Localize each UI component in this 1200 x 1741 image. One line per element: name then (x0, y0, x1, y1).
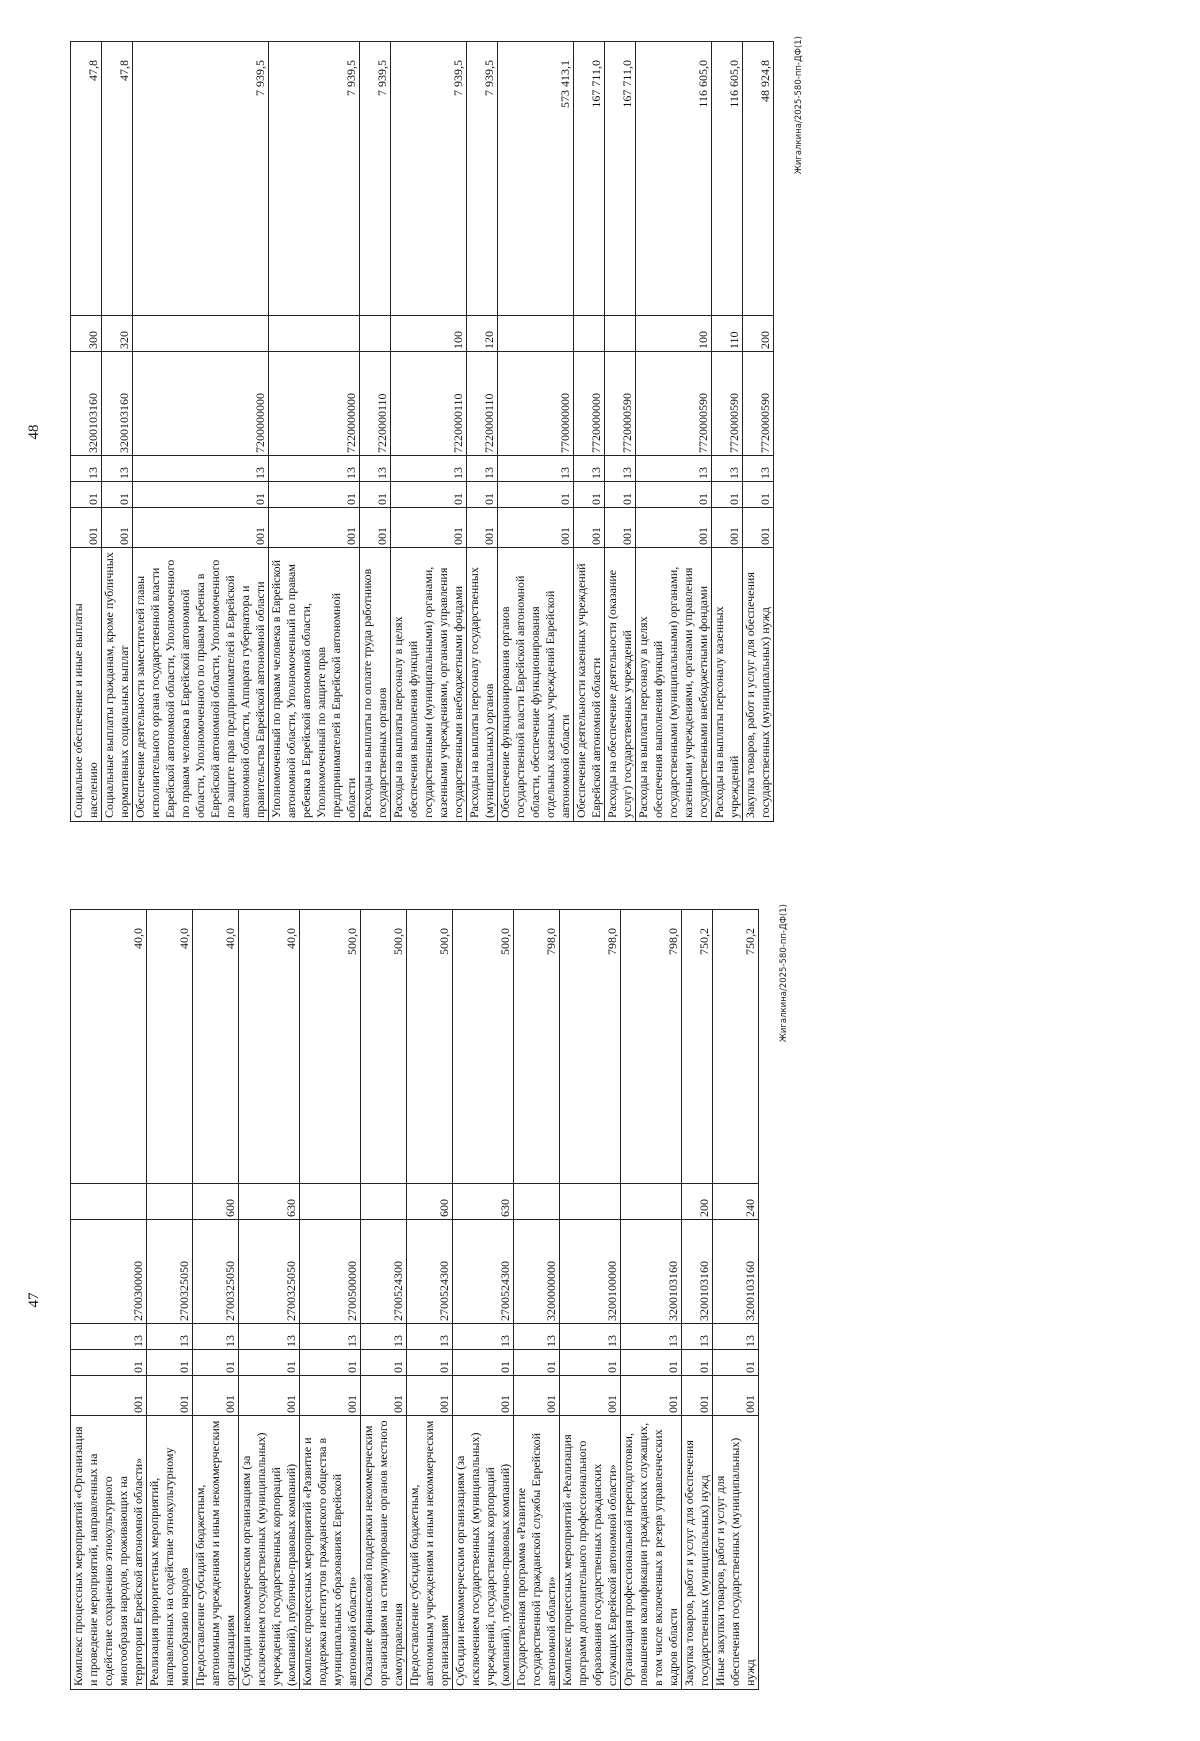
sum-cell: 798,0 (621, 910, 682, 1184)
expense-type-cell (605, 316, 636, 352)
grbs-code-cell: 001 (621, 1376, 682, 1416)
section-code-cell: 01 (239, 1350, 300, 1376)
sum-cell: 40,0 (71, 910, 147, 1184)
grbs-code-cell: 001 (453, 1376, 514, 1416)
subsection-code-cell: 13 (133, 456, 269, 482)
subsection-code-cell: 13 (467, 456, 498, 482)
expense-type-cell: 600 (407, 1184, 453, 1220)
table-row (133, 42, 269, 822)
table-row (514, 910, 560, 1690)
row-name-cell: Государственная программа «Развитие государственной гражданской службы Еврейской автономной области» (514, 1416, 560, 1690)
grbs-code-cell: 001 (147, 1376, 193, 1416)
expense-type-cell (360, 316, 391, 352)
grbs-code-cell: 001 (391, 508, 467, 548)
table-row (239, 910, 300, 1690)
expense-type-cell (514, 1184, 560, 1220)
subsection-code-cell: 13 (360, 456, 391, 482)
section-code-cell: 01 (621, 1350, 682, 1376)
row-name-cell: Субсидии некоммерческим организациям (за исключением государственных (муниципальных) учреждений, государственных корпораций (компаний), публично-правовых компаний) (453, 1416, 514, 1690)
table-row (467, 42, 498, 822)
grbs-code-cell: 001 (636, 508, 712, 548)
row-name-cell: Закупка товаров, работ и услуг для обеспечения государственных (муниципальных) нужд (682, 1416, 713, 1690)
table-row (193, 910, 239, 1690)
row-name-cell: Предоставление субсидий бюджетным, автономным учреждениям и иным некоммерческим организациям (407, 1416, 453, 1690)
sum-cell: 750,2 (682, 910, 713, 1184)
target-article-cell: 2700325050 (193, 1220, 239, 1324)
sum-cell: 116 605,0 (712, 42, 743, 316)
row-name-cell: Обеспечение функционирования органов государственной власти Еврейской автономной области, обеспечение функционирования отдельных казенных учреждений Еврейской автономной области (498, 548, 574, 822)
target-article-cell: 7700000000 (498, 352, 574, 456)
grbs-code-cell: 001 (102, 508, 133, 548)
subsection-code-cell: 13 (193, 1324, 239, 1350)
section-code-cell: 01 (467, 482, 498, 508)
sum-cell: 7 939,5 (133, 42, 269, 316)
target-article-cell: 2700524300 (407, 1220, 453, 1324)
expense-type-cell (133, 316, 269, 352)
expense-type-cell (574, 316, 605, 352)
table-body (71, 910, 759, 1690)
expense-type-cell: 600 (193, 1184, 239, 1220)
sum-cell: 48 924,8 (743, 42, 774, 316)
sum-cell: 500,0 (407, 910, 453, 1184)
grbs-code-cell: 001 (193, 1376, 239, 1416)
expense-type-cell (361, 1184, 407, 1220)
expense-type-cell: 100 (391, 316, 467, 352)
sum-cell: 500,0 (453, 910, 514, 1184)
row-name-cell: Уполномоченный по правам человека в Еврейской автономной области, Уполномоченный по правам ребенка в Еврейской автономной области, Уполномоченный по защите прав предпринимателей в Еврейской автономной области (269, 548, 360, 822)
sum-cell: 7 939,5 (467, 42, 498, 316)
sum-cell: 40,0 (239, 910, 300, 1184)
table-row (147, 910, 193, 1690)
section-code-cell: 01 (193, 1350, 239, 1376)
grbs-code-cell: 001 (300, 1376, 361, 1416)
expense-type-cell (300, 1184, 361, 1220)
page-48 (26, 36, 804, 822)
target-article-cell: 3200000000 (514, 1220, 560, 1324)
expense-type-cell: 100 (636, 316, 712, 352)
row-name-cell: Расходы на выплаты по оплате труда работников государственных органов (360, 548, 391, 822)
row-name-cell: Обеспечение деятельности заместителей главы исполнительного органа государственной власти Еврейской автономной области, Уполномоченного по правам человека в Еврейской автономной области, Уполномоченного по правам ребенка в Еврейской автономной области, Уполномоченного по защите прав предпринимателей в Еврейской автономной области, Аппарата губернатора и правительства Еврейской автономной области (133, 548, 269, 822)
page-number: 48 (26, 424, 42, 440)
sum-cell: 167 711,0 (605, 42, 636, 316)
row-name-cell: Социальное обеспечение и иные выплаты населению (71, 548, 102, 822)
row-name-cell: Субсидии некоммерческим организациям (за исключением государственных (муниципальных) учреждений, государственных корпораций (компаний), публично-правовых компаний) (239, 1416, 300, 1690)
table-row (71, 42, 102, 822)
expense-type-cell: 120 (467, 316, 498, 352)
sum-cell: 47,8 (102, 42, 133, 316)
target-article-cell: 2700524300 (361, 1220, 407, 1324)
sum-cell: 7 939,5 (269, 42, 360, 316)
expense-type-cell (560, 1184, 621, 1220)
target-article-cell: 3200103160 (621, 1220, 682, 1324)
row-name-cell: Расходы на выплаты персоналу казенных учреждений (712, 548, 743, 822)
expense-type-cell (269, 316, 360, 352)
target-article-cell: 2700300000 (71, 1220, 147, 1324)
table-row (713, 910, 759, 1690)
row-name-cell: Предоставление субсидий бюджетным, автономным учреждениям и иным некоммерческим организациям (193, 1416, 239, 1690)
target-article-cell: 3200100000 (560, 1220, 621, 1324)
expense-type-cell (71, 1184, 147, 1220)
subsection-code-cell: 13 (269, 456, 360, 482)
section-code-cell: 01 (360, 482, 391, 508)
target-article-cell: 2700500000 (300, 1220, 361, 1324)
target-article-cell: 7720000590 (712, 352, 743, 456)
target-article-cell: 7200000000 (133, 352, 269, 456)
sum-cell: 7 939,5 (360, 42, 391, 316)
row-name-cell: Расходы на выплаты персоналу в целях обеспечения выполнения функций государственными (муниципальными) органами, казенными учреждениями, органами управления государственными внебюджетными фондами (391, 548, 467, 822)
row-name-cell: Комплекс процессных мероприятий «Развитие и поддержка институтов гражданского общества в муниципальных образованиях Еврейской автономной области» (300, 1416, 361, 1690)
target-article-cell: 2700524300 (453, 1220, 514, 1324)
target-article-cell: 3200103160 (71, 352, 102, 456)
row-name-cell: Организация профессиональной переподготовки, повышения квалификации гражданских служащих, в том числе включенных в резерв управленческих кадров области (621, 1416, 682, 1690)
subsection-code-cell: 13 (605, 456, 636, 482)
row-name-cell: Оказание финансовой поддержки некоммерческим организациям на стимулирование органов местного самоуправления (361, 1416, 407, 1690)
subsection-code-cell: 13 (407, 1324, 453, 1350)
section-code-cell: 01 (361, 1350, 407, 1376)
sum-cell: 798,0 (560, 910, 621, 1184)
expense-type-cell: 200 (682, 1184, 713, 1220)
target-article-cell: 7720000590 (743, 352, 774, 456)
section-code-cell: 01 (574, 482, 605, 508)
expense-type-cell: 110 (712, 316, 743, 352)
section-code-cell: 01 (147, 1350, 193, 1376)
sum-cell: 750,2 (713, 910, 759, 1184)
subsection-code-cell: 13 (300, 1324, 361, 1350)
target-article-cell: 2700325050 (147, 1220, 193, 1324)
sum-cell: 40,0 (147, 910, 193, 1184)
table-row (621, 910, 682, 1690)
subsection-code-cell: 13 (621, 1324, 682, 1350)
grbs-code-cell: 001 (713, 1376, 759, 1416)
grbs-code-cell: 001 (71, 508, 102, 548)
subsection-code-cell: 13 (712, 456, 743, 482)
target-article-cell: 7720000590 (636, 352, 712, 456)
sum-cell: 500,0 (361, 910, 407, 1184)
table-row (498, 42, 574, 822)
grbs-code-cell: 001 (514, 1376, 560, 1416)
grbs-code-cell: 001 (71, 1376, 147, 1416)
expense-type-cell: 630 (239, 1184, 300, 1220)
subsection-code-cell: 13 (391, 456, 467, 482)
expense-type-cell: 630 (453, 1184, 514, 1220)
target-article-cell: 3200103160 (682, 1220, 713, 1324)
section-code-cell: 01 (71, 482, 102, 508)
target-article-cell: 7720000590 (605, 352, 636, 456)
section-code-cell: 01 (560, 1350, 621, 1376)
table-row (391, 42, 467, 822)
grbs-code-cell: 001 (682, 1376, 713, 1416)
subsection-code-cell: 13 (574, 456, 605, 482)
row-name-cell: Комплекс процессных мероприятий «Реализация программ дополнительного профессионального образования государственных гражданских служащих Еврейской автономной области» (560, 1416, 621, 1690)
section-code-cell: 01 (713, 1350, 759, 1376)
table-row (269, 42, 360, 822)
table-row (712, 42, 743, 822)
document-code: Жигалкина/2025-580-пп-ДФ(1) (779, 904, 789, 1043)
sum-cell: 500,0 (300, 910, 361, 1184)
row-name-cell: Иные закупки товаров, работ и услуг для обеспечения государственных (муниципальных) нужд (713, 1416, 759, 1690)
table-row (605, 42, 636, 822)
table-row (407, 910, 453, 1690)
table-row (71, 910, 147, 1690)
grbs-code-cell: 001 (743, 508, 774, 548)
table-row (361, 910, 407, 1690)
table-row (360, 42, 391, 822)
expense-type-cell: 320 (102, 316, 133, 352)
subsection-code-cell: 13 (514, 1324, 560, 1350)
table-row (636, 42, 712, 822)
grbs-code-cell: 001 (407, 1376, 453, 1416)
sum-cell: 47,8 (71, 42, 102, 316)
sum-cell: 116 605,0 (636, 42, 712, 316)
subsection-code-cell: 13 (498, 456, 574, 482)
target-article-cell: 3200103160 (713, 1220, 759, 1324)
sum-cell: 573 413,1 (498, 42, 574, 316)
page-47 (26, 904, 789, 1690)
grbs-code-cell: 001 (560, 1376, 621, 1416)
budget-table (70, 909, 759, 1690)
sum-cell: 40,0 (193, 910, 239, 1184)
section-code-cell: 01 (407, 1350, 453, 1376)
section-code-cell: 01 (743, 482, 774, 508)
row-name-cell: Расходы на выплаты персоналу государственных (муниципальных) органов (467, 548, 498, 822)
subsection-code-cell: 13 (147, 1324, 193, 1350)
target-article-cell: 7220000110 (360, 352, 391, 456)
target-article-cell: 7220000110 (467, 352, 498, 456)
subsection-code-cell: 13 (636, 456, 712, 482)
expense-type-cell: 200 (743, 316, 774, 352)
grbs-code-cell: 001 (467, 508, 498, 548)
section-code-cell: 01 (636, 482, 712, 508)
grbs-code-cell: 001 (361, 1376, 407, 1416)
section-code-cell: 01 (682, 1350, 713, 1376)
grbs-code-cell: 001 (605, 508, 636, 548)
expense-type-cell: 300 (71, 316, 102, 352)
subsection-code-cell: 13 (713, 1324, 759, 1350)
row-name-cell: Закупка товаров, работ и услуг для обеспечения государственных (муниципальных) нужд (743, 548, 774, 822)
expense-type-cell (621, 1184, 682, 1220)
page-number: 47 (26, 1292, 42, 1308)
table-row (682, 910, 713, 1690)
grbs-code-cell: 001 (133, 508, 269, 548)
target-article-cell: 7720000000 (574, 352, 605, 456)
row-name-cell: Обеспечение деятельности казенных учреждений Еврейской автономной области (574, 548, 605, 822)
section-code-cell: 01 (605, 482, 636, 508)
table-row (453, 910, 514, 1690)
table-row (102, 42, 133, 822)
subsection-code-cell: 13 (71, 456, 102, 482)
target-article-cell: 7220000110 (391, 352, 467, 456)
row-name-cell: Расходы на обеспечение деятельности (оказание услуг) государственных учреждений (605, 548, 636, 822)
row-name-cell: Комплекс процессных мероприятий «Организация и проведение мероприятий, направленных на содействие сохранению этнокультурного многообразия народов, проживающих на территории Еврейской автономной области» (71, 1416, 147, 1690)
section-code-cell: 01 (133, 482, 269, 508)
subsection-code-cell: 13 (71, 1324, 147, 1350)
section-code-cell: 01 (514, 1350, 560, 1376)
table-row (560, 910, 621, 1690)
sum-cell: 798,0 (514, 910, 560, 1184)
subsection-code-cell: 13 (560, 1324, 621, 1350)
section-code-cell: 01 (300, 1350, 361, 1376)
subsection-code-cell: 13 (682, 1324, 713, 1350)
expense-type-cell: 240 (713, 1184, 759, 1220)
target-article-cell: 7220000000 (269, 352, 360, 456)
section-code-cell: 01 (71, 1350, 147, 1376)
document-code: Жигалкина/2025-580-пп-ДФ(1) (794, 36, 804, 175)
section-code-cell: 01 (102, 482, 133, 508)
subsection-code-cell: 13 (102, 456, 133, 482)
sum-cell: 7 939,5 (391, 42, 467, 316)
grbs-code-cell: 001 (360, 508, 391, 548)
expense-type-cell (147, 1184, 193, 1220)
table-row (743, 42, 774, 822)
subsection-code-cell: 13 (361, 1324, 407, 1350)
target-article-cell: 2700325050 (239, 1220, 300, 1324)
section-code-cell: 01 (453, 1350, 514, 1376)
row-name-cell: Расходы на выплаты персоналу в целях обеспечения выполнения функций государственными (муниципальными) органами, казенными учреждениями, органами управления государственными внебюджетными фондами (636, 548, 712, 822)
subsection-code-cell: 13 (743, 456, 774, 482)
table-body (71, 42, 774, 822)
table-row (574, 42, 605, 822)
section-code-cell: 01 (269, 482, 360, 508)
grbs-code-cell: 001 (239, 1376, 300, 1416)
section-code-cell: 01 (712, 482, 743, 508)
expense-type-cell (498, 316, 574, 352)
section-code-cell: 01 (391, 482, 467, 508)
grbs-code-cell: 001 (269, 508, 360, 548)
section-code-cell: 01 (498, 482, 574, 508)
subsection-code-cell: 13 (453, 1324, 514, 1350)
table-row (300, 910, 361, 1690)
sum-cell: 167 711,0 (574, 42, 605, 316)
row-name-cell: Реализация приоритетных мероприятий, направленных на содействие этнокультурному многообразию народов (147, 1416, 193, 1690)
target-article-cell: 3200103160 (102, 352, 133, 456)
grbs-code-cell: 001 (498, 508, 574, 548)
row-name-cell: Социальные выплаты гражданам, кроме публичных нормативных социальных выплат (102, 548, 133, 822)
grbs-code-cell: 001 (574, 508, 605, 548)
budget-table (70, 41, 774, 822)
subsection-code-cell: 13 (239, 1324, 300, 1350)
grbs-code-cell: 001 (712, 508, 743, 548)
